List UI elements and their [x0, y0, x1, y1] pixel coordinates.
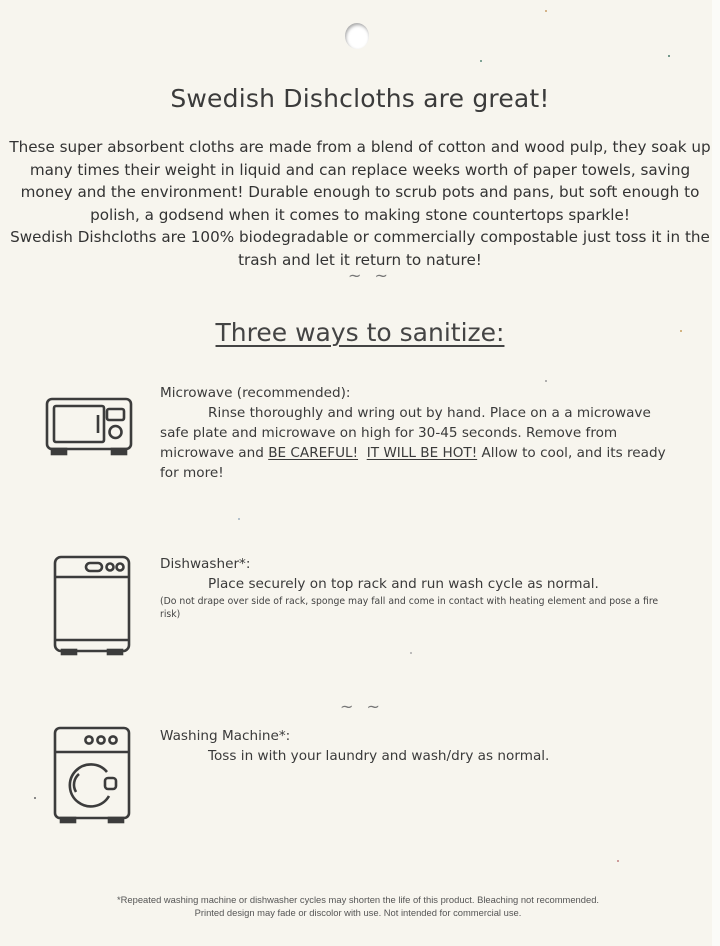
intro-paragraph-2: Swedish Dishcloths are 100% biodegradable or commercially compostable just toss it in the trash and let it return to nature! — [10, 228, 710, 269]
paper-speck — [410, 652, 412, 654]
section-heading — [0, 318, 720, 347]
hanger-hole — [345, 23, 369, 49]
divider-ornament: ~ ~ — [348, 266, 392, 285]
method-title: Washing Machine*: — [160, 728, 291, 744]
method-body — [160, 403, 680, 483]
paper-speck — [34, 797, 36, 799]
paper-speck — [617, 860, 619, 862]
warning-hot: IT WILL BE HOT! — [366, 445, 478, 461]
footer-line-1: *Repeated washing machine or dishwasher cycles may shorten the life of this product. Bleaching not recommended. — [116, 894, 600, 905]
page-title: Swedish Dishcloths are great! — [170, 84, 550, 113]
paper-speck — [668, 55, 670, 57]
method-body-text: Rinse thoroughly and wring out by hand. Place on a a microwave safe plate and microwave on high for 30-45 seconds. Remove from microwave and — [160, 405, 651, 461]
method-dishwasher — [160, 554, 680, 621]
section-heading-text: Three ways to sanitize: — [215, 318, 505, 347]
divider-ornament: ~ ~ — [340, 697, 384, 716]
intro-text — [0, 136, 720, 272]
dishwasher-icon — [52, 553, 132, 657]
microwave-icon — [44, 395, 134, 459]
method-note: (Do not drape over side of rack, sponge may fall and come in contact with heating element and pose a fire risk) — [160, 596, 659, 620]
footer-line-2: Printed design may fade or discolor with use. Not intended for commercial use. — [194, 907, 522, 918]
warning-careful: BE CAREFUL! — [268, 445, 359, 461]
method-body: Toss in with your laundry and wash/dry as normal. — [208, 748, 550, 764]
paper-speck — [545, 10, 547, 12]
washing-machine-icon — [52, 726, 132, 826]
method-washing-machine — [160, 726, 680, 766]
method-microwave — [160, 383, 680, 483]
footer-disclaimer — [0, 893, 716, 919]
method-body-end: Allow to cool, and its ready for more! — [160, 445, 666, 481]
method-title: Dishwasher*: — [160, 556, 251, 572]
paper-speck — [480, 60, 482, 62]
paper-speck — [238, 518, 240, 520]
method-title: Microwave (recommended): — [160, 385, 351, 401]
intro-paragraph-1: These super absorbent cloths are made from a blend of cotton and wood pulp, they soak up many times their weight in liquid and can replace weeks worth of paper towels, saving money and the environment! Durable enough to scrub pots and pans, but soft enough to polish, a godsend when it comes to making stone countertops sparkle! — [9, 138, 711, 224]
method-body: Place securely on top rack and run wash cycle as normal. — [208, 576, 599, 592]
paper-speck — [545, 380, 547, 382]
